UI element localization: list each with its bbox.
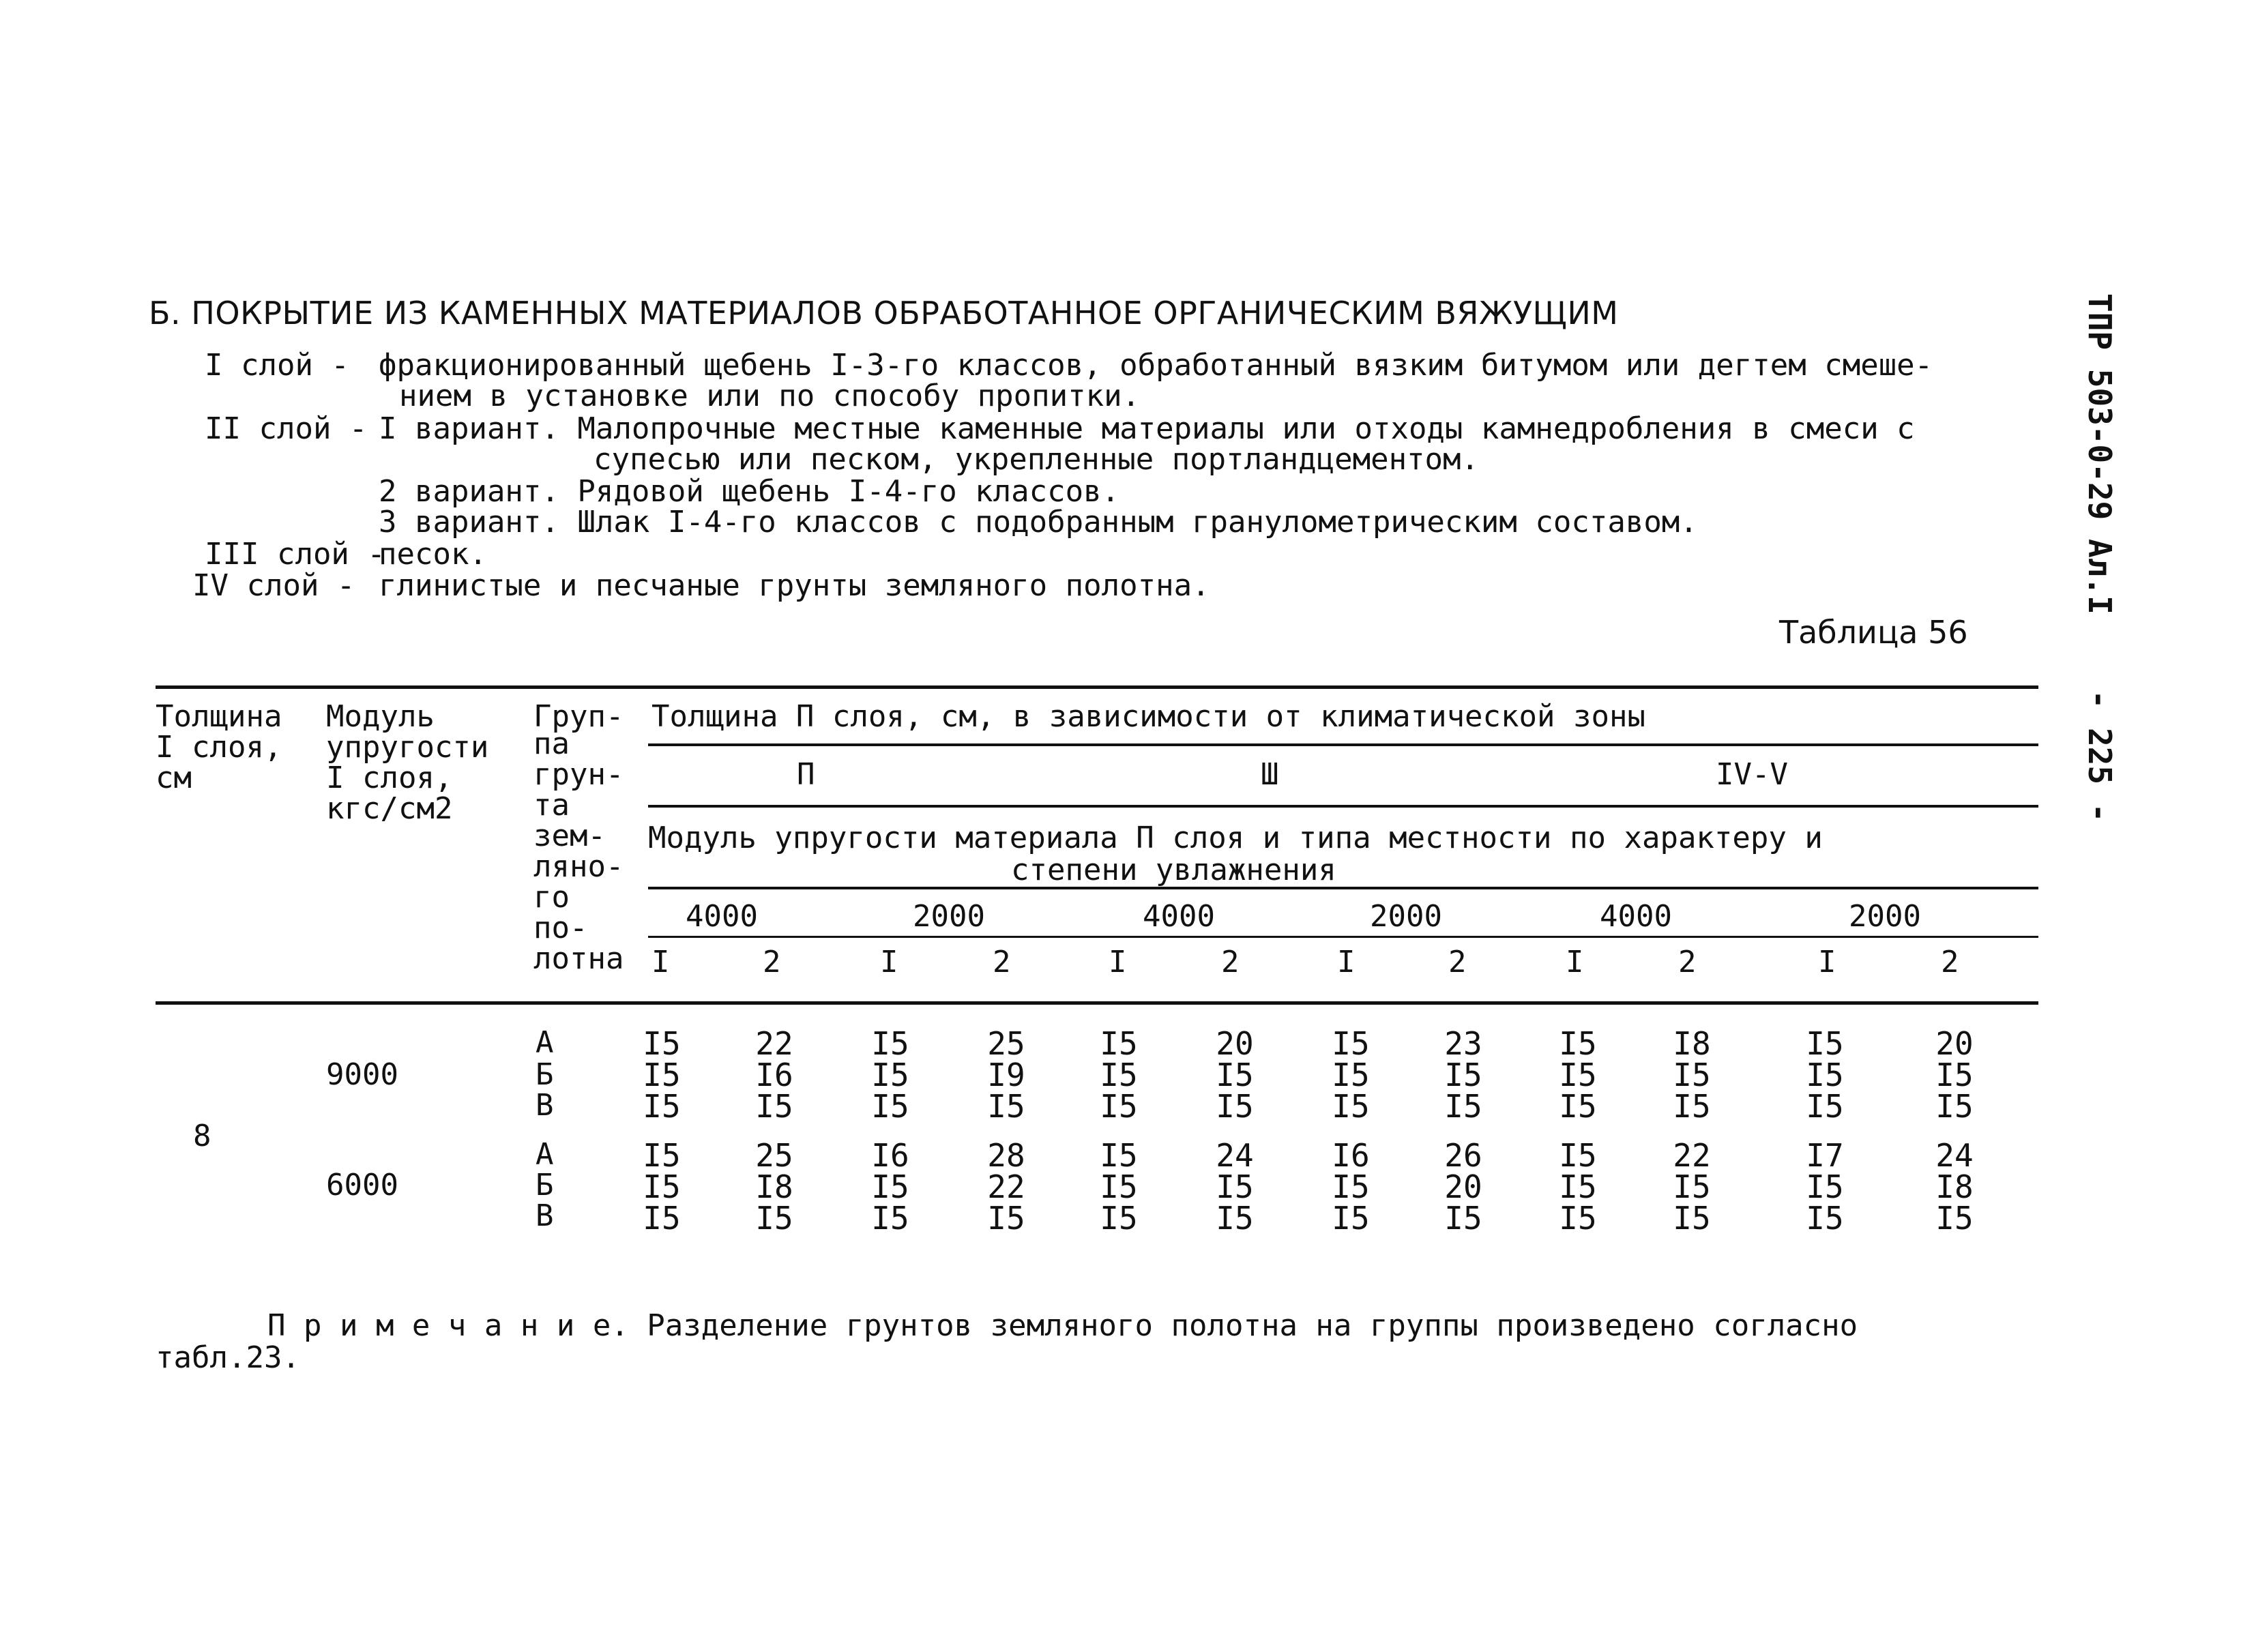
table-cell: 26 — [1444, 1137, 1482, 1174]
section-title: Б. ПОКРЫТИЕ ИЗ КАМЕННЫХ МАТЕРИАЛОВ ОБРАБОТАННОЕ ОРГАНИЧЕСКИМ ВЯЖУЩИМ — [149, 295, 1619, 331]
group-v-9000: В — [536, 1088, 554, 1123]
group-v-6000: В — [536, 1198, 554, 1233]
table-top-rule — [156, 685, 2038, 689]
table-cell: I5 — [1806, 1025, 1844, 1062]
modulus-4000-zone2: 4000 — [686, 899, 758, 934]
table-cell: I5 — [643, 1200, 681, 1237]
modulus-2000-zone45: 2000 — [1849, 899, 1921, 934]
table-cell: I5 — [871, 1168, 909, 1205]
header-group-9: лотна — [533, 941, 624, 976]
table-cell: 25 — [987, 1025, 1025, 1062]
header-modulus-4: кгс/см2 — [326, 791, 453, 826]
table-cell: 20 — [1935, 1025, 1974, 1062]
table-cell: I9 — [987, 1057, 1025, 1093]
table-cell: I5 — [1332, 1168, 1370, 1205]
table-cell: I5 — [871, 1025, 909, 1062]
type-1: I — [651, 945, 670, 979]
table-header-bottom-rule — [156, 1001, 2038, 1005]
moduli-rule — [648, 887, 2038, 889]
type-8: 2 — [1448, 945, 1467, 979]
table-cell: I5 — [1444, 1088, 1482, 1125]
table-cell: I5 — [1332, 1025, 1370, 1062]
type-12: 2 — [1941, 945, 1959, 979]
table-cell: I5 — [1216, 1057, 1254, 1093]
table-cell: I5 — [1216, 1200, 1254, 1237]
table-cell: I5 — [1559, 1137, 1597, 1174]
header-modulus-2: упругости — [326, 730, 489, 765]
header-group-4: та — [533, 788, 570, 823]
modmat-rule — [648, 805, 2038, 808]
header-modulus-1: Модуль — [326, 699, 435, 734]
header-group-7: го — [533, 880, 570, 915]
type-5: I — [1109, 945, 1127, 979]
header-layer2-thickness: Толщина П слоя, см, в зависимости от климатической зоны — [651, 699, 1645, 734]
header-group-1: Груп- — [533, 699, 624, 734]
types-rule — [648, 936, 2038, 938]
header-group-5: зем- — [533, 818, 606, 853]
table-cell: I5 — [1332, 1088, 1370, 1125]
group-b-6000: Б — [536, 1168, 554, 1203]
zone-4-5: IV-V — [1716, 757, 1788, 792]
header-modulus-3: I слоя, — [326, 761, 453, 795]
table-cell: I5 — [1559, 1200, 1597, 1237]
table-caption: Таблица 56 — [1779, 614, 1968, 651]
table-cell: I5 — [871, 1200, 909, 1237]
table-cell: 23 — [1444, 1025, 1482, 1062]
table-cell: I8 — [1935, 1168, 1974, 1205]
table-cell: I5 — [1100, 1088, 1138, 1125]
table-cell: I6 — [755, 1057, 793, 1093]
table-cell: I5 — [1673, 1168, 1711, 1205]
table-cell: I5 — [1100, 1137, 1138, 1174]
table-cell: I5 — [1444, 1057, 1482, 1093]
layer-1-text-2: нием в установке или по способу пропитки. — [399, 379, 1141, 413]
table-cell: I5 — [1559, 1025, 1597, 1062]
header-thickness-2: I слоя, — [156, 730, 282, 765]
layer-4-text: глинистые и песчаные грунты земляного полотна. — [379, 568, 1210, 603]
header-group-8: по- — [533, 911, 588, 945]
table-cell: I5 — [1935, 1200, 1974, 1237]
table-cell: 20 — [1444, 1168, 1482, 1205]
header-group-3: грун- — [533, 757, 624, 792]
table-cell: I5 — [1806, 1168, 1844, 1205]
table-cell: 22 — [1673, 1137, 1711, 1174]
layer-2-variant-3: 3 вариант. Шлак I-4-го классов с подобранным гранулометрическим составом. — [379, 505, 1698, 540]
table-cell: I5 — [1806, 1088, 1844, 1125]
table-cell: I5 — [643, 1088, 681, 1125]
layer-2-variant-2: 2 вариант. Рядовой щебень I-4-го классов. — [379, 474, 1120, 509]
table-cell: I5 — [1673, 1057, 1711, 1093]
modulus-2000-zone3: 2000 — [1370, 899, 1442, 934]
table-cell: 24 — [1216, 1137, 1254, 1174]
type-2: 2 — [763, 945, 781, 979]
modulus-4000-zone45: 4000 — [1600, 899, 1672, 934]
table-cell: I5 — [1216, 1088, 1254, 1125]
modulus-value-6000: 6000 — [326, 1168, 398, 1203]
type-7: I — [1337, 945, 1356, 979]
zone-2: П — [797, 757, 815, 792]
zone-3: Ш — [1261, 757, 1279, 792]
note-line-2: табл.23. — [156, 1340, 300, 1375]
group-b-9000: Б — [536, 1057, 554, 1092]
header-thickness-3: см — [156, 761, 192, 795]
header-thickness-1: Толщина — [156, 699, 282, 734]
table-cell: I5 — [1100, 1200, 1138, 1237]
table-cell: I5 — [1332, 1057, 1370, 1093]
table-cell: I6 — [1332, 1137, 1370, 1174]
header-group-2: па — [533, 726, 570, 761]
table-cell: I5 — [1935, 1088, 1974, 1125]
thickness-value: 8 — [193, 1119, 211, 1153]
layer-1-label: I слой - — [205, 348, 349, 383]
zone-rule — [648, 743, 2038, 746]
type-10: 2 — [1678, 945, 1697, 979]
table-cell: I5 — [643, 1137, 681, 1174]
type-6: 2 — [1221, 945, 1240, 979]
layer-2-variant-1-1: I вариант. Малопрочные местные каменные материалы или отходы камнедробления в смеси с — [379, 411, 1915, 446]
table-cell: I5 — [1100, 1057, 1138, 1093]
table-cell: 20 — [1216, 1025, 1254, 1062]
table-cell: I5 — [987, 1200, 1025, 1237]
table-cell: I8 — [755, 1168, 793, 1205]
layer-2-label: II слой - — [205, 411, 368, 446]
table-cell: I5 — [643, 1025, 681, 1062]
side-stamp: ТПР 503-0-29 Ал.I - 225 - — [2081, 293, 2118, 823]
type-9: I — [1566, 945, 1584, 979]
table-cell: I5 — [871, 1088, 909, 1125]
table-cell: I8 — [1673, 1025, 1711, 1062]
header-group-6: ляно- — [533, 849, 624, 884]
layer-1-text-1: фракционированный щебень I-3-го классов, обработанный вязким битумом или дегтем смеше- — [379, 348, 1933, 383]
table-cell: I5 — [755, 1088, 793, 1125]
table-cell: I5 — [1806, 1057, 1844, 1093]
table-cell: I7 — [1806, 1137, 1844, 1174]
group-a-9000: А — [536, 1025, 554, 1060]
modulus-2000-zone2: 2000 — [913, 899, 985, 934]
table-cell: 25 — [755, 1137, 793, 1174]
table-cell: I5 — [1935, 1057, 1974, 1093]
table-cell: I5 — [1559, 1057, 1597, 1093]
header-material-modulus-1: Модуль упругости материала П слоя и типа местности по характеру и — [648, 821, 1823, 855]
layer-2-variant-1-2: супесью или песком, укрепленные портландцементом. — [594, 442, 1480, 477]
table-cell: I5 — [643, 1057, 681, 1093]
table-cell: I5 — [1673, 1200, 1711, 1237]
table-cell: 24 — [1935, 1137, 1974, 1174]
table-cell: I5 — [1806, 1200, 1844, 1237]
table-cell: I5 — [1100, 1168, 1138, 1205]
table-cell: I5 — [643, 1168, 681, 1205]
type-3: I — [880, 945, 898, 979]
table-cell: I5 — [1673, 1088, 1711, 1125]
table-cell: 22 — [987, 1168, 1025, 1205]
table-cell: I5 — [1332, 1200, 1370, 1237]
table-cell: I5 — [1100, 1025, 1138, 1062]
table-cell: I5 — [1559, 1088, 1597, 1125]
header-material-modulus-2: степени увлажнения — [1011, 853, 1336, 887]
table-cell: I5 — [987, 1088, 1025, 1125]
table-cell: I6 — [871, 1137, 909, 1174]
type-11: I — [1818, 945, 1836, 979]
layer-4-label: IV слой - — [192, 568, 355, 603]
table-cell: I5 — [755, 1200, 793, 1237]
table-cell: I5 — [871, 1057, 909, 1093]
table-cell: I5 — [1559, 1168, 1597, 1205]
table-cell: 28 — [987, 1137, 1025, 1174]
table-cell: I5 — [1444, 1200, 1482, 1237]
type-4: 2 — [993, 945, 1011, 979]
group-a-6000: А — [536, 1137, 554, 1172]
table-cell: 22 — [755, 1025, 793, 1062]
note-line-1: П р и м е ч а н и е. Разделение грунтов земляного полотна на группы произведено согласно — [267, 1308, 1858, 1343]
layer-3-text: песок. — [379, 537, 487, 572]
layer-3-label: III слой - — [205, 537, 385, 572]
modulus-value-9000: 9000 — [326, 1057, 398, 1092]
table-cell: I5 — [1216, 1168, 1254, 1205]
modulus-4000-zone3: 4000 — [1143, 899, 1215, 934]
